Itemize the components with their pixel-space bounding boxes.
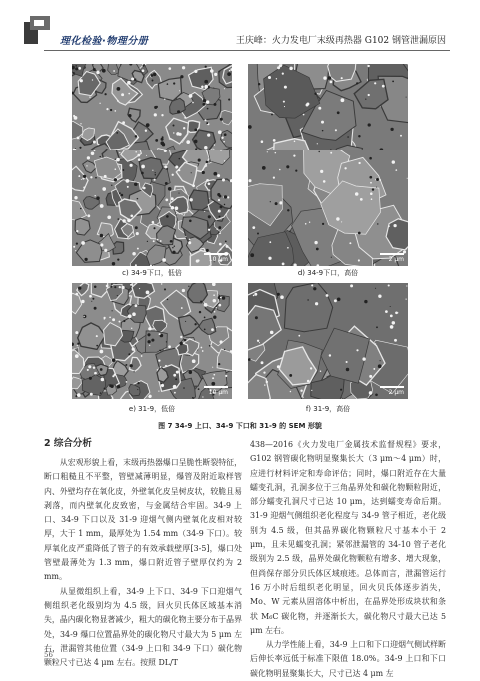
section-heading: 2 综合分析	[44, 438, 92, 449]
sem-image-31-9-high	[248, 283, 408, 399]
figure-title: 图 7 34-9 上口、34-9 下口和 31-9 的 SEM 形貌	[158, 422, 322, 430]
panel-caption-d: d) 34-9下口，高倍	[297, 269, 359, 277]
paragraph: 从显微组织上看，34-9 上下口、34-9 下口迎烟气侧组织老化级别均为 4.5 级，回火贝氏体区域基本消失，晶内碳化物显著减少，粗大的碳化物主要分布于晶界处，34-9 爆口位置晶界处的碳化物尺寸最大为 5 μm 左右，泄漏管其他位置（34-9 上口和 34-9 下口）碳化物颗粒尺寸已达 4 μm 左右。按照 DL/T	[44, 586, 242, 668]
micrograph-texture	[248, 150, 408, 266]
scale-bar: 2 μm	[380, 253, 404, 263]
panel-caption-f: f) 31-9，高倍	[305, 405, 351, 413]
paragraph: 438—2016《火力发电厂金属技术监督规程》要求，G102 钢管碳化物明显聚集长大（3 μm～4 μm）时，应进行材料评定和寿命评估；同时，爆口附近存在大量蠕变孔洞，孔洞多位于三角晶界处和碳化物颗粒附近，部分蠕变孔洞尺寸已达 10 μm，达到蠕变寿命后期。31-9 迎烟气侧组织老化程度与 34-9 管子相近，老化级别为 4.5 级，但其晶界碳化物颗粒尺寸基本小于 2 μm，且未见蠕变孔洞；紧邻泄漏管的 34-10 管子老化级别为 2.5 级，晶界处碳化物颗粒有增多、增大现象，但尚保存部分贝氏体区域痕迹。总体而言，泄漏管运行 16 万小时后组织老化明显，回火贝氏体逐步消失，Mo、W 元素从固溶体中析出，在晶界处形成块状和条状 M₆C 碳化物，并逐渐长大，碳化物尺寸最大已达 5 μm 左右。	[250, 440, 446, 635]
page-header	[0, 0, 480, 56]
sem-image-34-9-bottom-high	[248, 150, 408, 266]
panel-caption-c: c) 34-9下口，低倍	[122, 269, 182, 277]
sem-image-34-9-bottom-low	[72, 150, 232, 266]
panel-caption-e: e) 31-9，低倍	[128, 405, 176, 413]
header-divider	[44, 50, 450, 51]
sem-image-31-9-low	[72, 283, 232, 399]
scale-bar: 2 μm	[380, 386, 404, 396]
micrograph-texture	[248, 283, 408, 399]
micrograph-texture	[72, 150, 232, 266]
scale-bar: 10 μm	[204, 253, 228, 263]
journal-name: 理化检验·物理分册	[60, 36, 149, 47]
page-number: 56	[44, 651, 53, 659]
paragraph: 从宏观形貌上看，末级再热器爆口呈脆性断裂特征，断口粗糙且不平整，管壁减薄明显，爆管及附近取样管内、外壁均存在氧化皮，外壁氧化皮呈树皮状，较脆且易剥落，而内壁氧化皮致密，与金属结合牢固。34-9 上口、34-9 下口以及 31-9 迎烟气侧内壁氧化皮相对较厚，大于 1 mm，最厚处为 1.54 mm（34-9 下口）。较厚氧化皮严重降低了管子的有效承载壁厚[3-5]，爆口处管壁最薄处为 1.3 mm，爆口附近管子壁厚仅约为 2 mm。	[44, 458, 242, 582]
micrograph-texture	[72, 283, 232, 399]
scale-bar: 10 μm	[204, 386, 228, 396]
paragraph: 从力学性能上看，34-9 上口和下口迎烟气侧试样断后伸长率远低于标准下限值 18.0%。34-9 上口和下口碳化物明显聚集长大，尺寸已达 4 μm 左	[250, 640, 446, 678]
running-title: 王庆峰：火力发电厂末级再热器 G102 钢管泄漏原因	[235, 36, 446, 46]
left-column	[44, 438, 242, 670]
journal-logo-icon	[24, 16, 50, 46]
right-column	[250, 438, 446, 681]
